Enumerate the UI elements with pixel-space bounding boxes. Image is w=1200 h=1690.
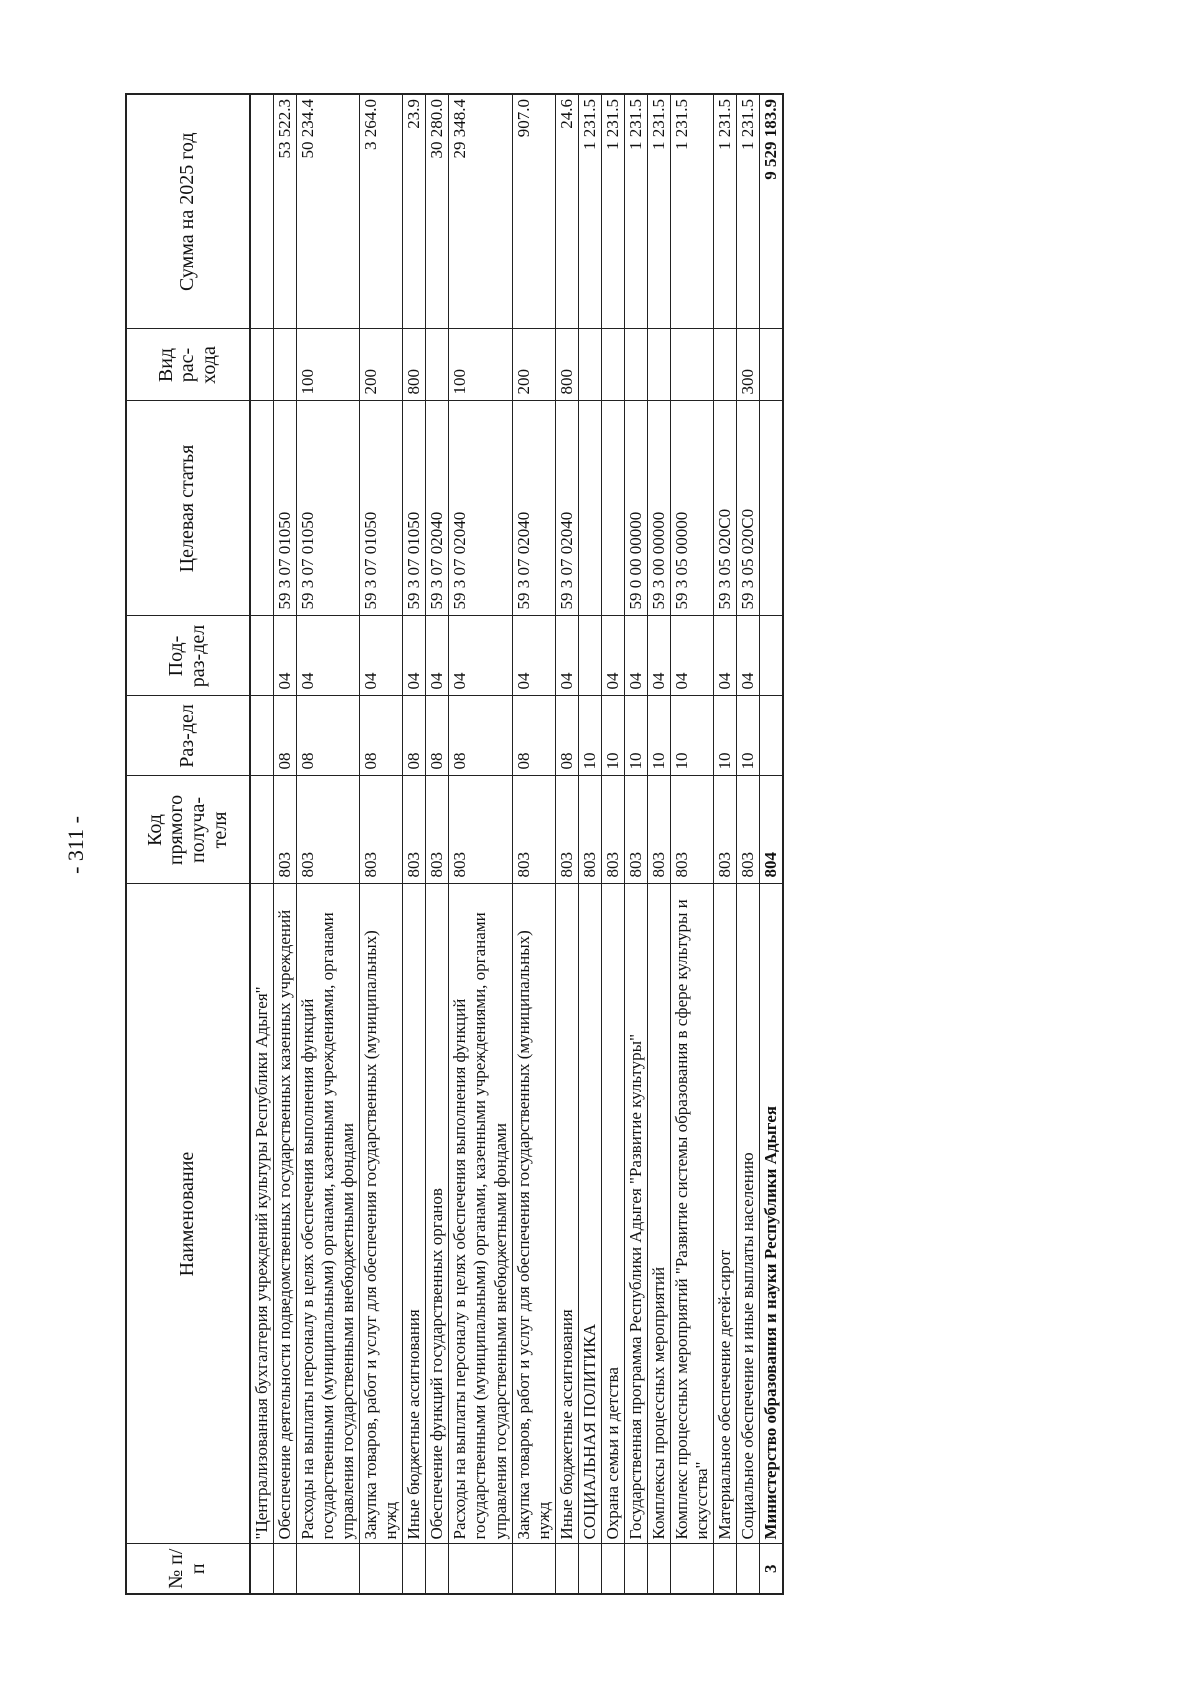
row-section: 08 bbox=[426, 696, 449, 776]
row-expense-type bbox=[624, 329, 647, 401]
header-name: Наименование bbox=[126, 884, 250, 1544]
row-section bbox=[760, 696, 784, 776]
header-num: № п/п bbox=[126, 1544, 250, 1594]
header-recipient-code: Код прямого получа-теля bbox=[126, 776, 250, 884]
row-sum: 1 231.5 bbox=[578, 94, 601, 329]
row-name: Государственная программа Республики Адыгея "Развитие культуры" bbox=[624, 884, 647, 1544]
row-target-article: 59 3 07 01050 bbox=[274, 401, 297, 616]
table-row bbox=[555, 94, 578, 1594]
row-section: 08 bbox=[297, 696, 360, 776]
table-row bbox=[274, 94, 297, 1594]
table-row bbox=[713, 94, 736, 1594]
row-num bbox=[360, 1544, 403, 1594]
table-row bbox=[449, 94, 512, 1594]
row-subsection: 04 bbox=[403, 616, 426, 696]
table-row bbox=[403, 94, 426, 1594]
row-sum: 1 231.5 bbox=[670, 94, 713, 329]
row-recipient-code: 803 bbox=[578, 776, 601, 884]
row-sum: 30 280.0 bbox=[426, 94, 449, 329]
row-expense-type bbox=[601, 329, 624, 401]
row-section: 10 bbox=[624, 696, 647, 776]
row-num bbox=[647, 1544, 670, 1594]
row-sum: 9 529 183.9 bbox=[760, 94, 784, 329]
row-expense-type: 300 bbox=[737, 329, 760, 401]
row-sum: 1 231.5 bbox=[713, 94, 736, 329]
header-sum-2025: Сумма на 2025 год bbox=[126, 94, 250, 329]
row-name: Обеспечение функций государственных органов bbox=[426, 884, 449, 1544]
row-section: 10 bbox=[647, 696, 670, 776]
row-recipient-code: 803 bbox=[360, 776, 403, 884]
table-row bbox=[670, 94, 713, 1594]
table-header-row bbox=[126, 94, 250, 1594]
table-row bbox=[737, 94, 760, 1594]
row-target-article: 59 3 05 020C0 bbox=[737, 401, 760, 616]
row-num bbox=[512, 1544, 555, 1594]
row-name: Обеспечение деятельности подведомственных государственных казенных учреждений bbox=[274, 884, 297, 1544]
row-target-article: 59 3 00 00000 bbox=[647, 401, 670, 616]
row-num bbox=[250, 1544, 274, 1594]
row-expense-type bbox=[578, 329, 601, 401]
row-target-article bbox=[760, 401, 784, 616]
row-num bbox=[274, 1544, 297, 1594]
table-body bbox=[250, 94, 783, 1594]
row-subsection: 04 bbox=[601, 616, 624, 696]
row-recipient-code: 803 bbox=[737, 776, 760, 884]
header-subsection: Под-раз-дел bbox=[126, 616, 250, 696]
row-subsection: 04 bbox=[670, 616, 713, 696]
row-recipient-code bbox=[250, 776, 274, 884]
row-num bbox=[737, 1544, 760, 1594]
row-expense-type bbox=[670, 329, 713, 401]
row-target-article: 59 3 05 00000 bbox=[670, 401, 713, 616]
table-row bbox=[647, 94, 670, 1594]
row-name: Социальное обеспечение и иные выплаты населению bbox=[737, 884, 760, 1544]
row-expense-type: 800 bbox=[403, 329, 426, 401]
row-sum bbox=[250, 94, 274, 329]
row-name: Расходы на выплаты персоналу в целях обеспечения выполнения функций государственными (муниципальными) органами, казенными учреждениями, органами управления государственными внебюджетными фондами bbox=[449, 884, 512, 1544]
header-section: Раз-дел bbox=[126, 696, 250, 776]
row-target-article: 59 3 07 02040 bbox=[426, 401, 449, 616]
row-target-article bbox=[250, 401, 274, 616]
row-sum: 1 231.5 bbox=[624, 94, 647, 329]
table-row bbox=[297, 94, 360, 1594]
row-subsection: 04 bbox=[360, 616, 403, 696]
budget-table-container bbox=[125, 95, 975, 1595]
row-name: Иные бюджетные ассигнования bbox=[555, 884, 578, 1544]
row-target-article: 59 3 07 01050 bbox=[403, 401, 426, 616]
row-target-article: 59 3 07 02040 bbox=[512, 401, 555, 616]
row-subsection: 04 bbox=[274, 616, 297, 696]
row-recipient-code: 803 bbox=[449, 776, 512, 884]
row-name: СОЦИАЛЬНАЯ ПОЛИТИКА bbox=[578, 884, 601, 1544]
page-number: - 311 - bbox=[63, 816, 88, 874]
row-section: 10 bbox=[737, 696, 760, 776]
row-sum: 1 231.5 bbox=[647, 94, 670, 329]
row-section: 08 bbox=[512, 696, 555, 776]
row-expense-type: 200 bbox=[512, 329, 555, 401]
row-subsection: 04 bbox=[297, 616, 360, 696]
row-sum: 23.9 bbox=[403, 94, 426, 329]
row-target-article: 59 3 07 02040 bbox=[555, 401, 578, 616]
row-target-article: 59 0 00 00000 bbox=[624, 401, 647, 616]
row-recipient-code: 803 bbox=[647, 776, 670, 884]
row-subsection: 04 bbox=[737, 616, 760, 696]
table-row bbox=[512, 94, 555, 1594]
row-num bbox=[624, 1544, 647, 1594]
row-section bbox=[250, 696, 274, 776]
row-section: 10 bbox=[670, 696, 713, 776]
row-num bbox=[403, 1544, 426, 1594]
header-target-article: Целевая статья bbox=[126, 401, 250, 616]
row-subsection: 04 bbox=[555, 616, 578, 696]
row-subsection: 04 bbox=[647, 616, 670, 696]
row-name: Материальное обеспечение детей-сирот bbox=[713, 884, 736, 1544]
row-section: 08 bbox=[360, 696, 403, 776]
row-section: 08 bbox=[555, 696, 578, 776]
row-recipient-code: 804 bbox=[760, 776, 784, 884]
table-row bbox=[601, 94, 624, 1594]
row-expense-type bbox=[274, 329, 297, 401]
row-name: Министерство образования и науки Республики Адыгея bbox=[760, 884, 784, 1544]
row-name: Иные бюджетные ассигнования bbox=[403, 884, 426, 1544]
row-num bbox=[670, 1544, 713, 1594]
row-sum: 50 234.4 bbox=[297, 94, 360, 329]
row-num bbox=[601, 1544, 624, 1594]
header-expense-type: Вид рас-хода bbox=[126, 329, 250, 401]
row-expense-type: 100 bbox=[449, 329, 512, 401]
row-recipient-code: 803 bbox=[555, 776, 578, 884]
row-sum: 1 231.5 bbox=[737, 94, 760, 329]
row-expense-type bbox=[250, 329, 274, 401]
table-row bbox=[760, 94, 784, 1594]
row-recipient-code: 803 bbox=[403, 776, 426, 884]
row-num bbox=[297, 1544, 360, 1594]
row-name: Комплекс процессных мероприятий "Развитие системы образования в сфере культуры и искусства" bbox=[670, 884, 713, 1544]
row-num bbox=[426, 1544, 449, 1594]
table-row bbox=[250, 94, 274, 1594]
row-recipient-code: 803 bbox=[670, 776, 713, 884]
row-name: "Централизованная бухгалтерия учреждений культуры Республики Адыгея" bbox=[250, 884, 274, 1544]
table-row bbox=[360, 94, 403, 1594]
row-sum: 907.0 bbox=[512, 94, 555, 329]
row-expense-type bbox=[760, 329, 784, 401]
row-sum: 29 348.4 bbox=[449, 94, 512, 329]
table-row bbox=[578, 94, 601, 1594]
row-subsection bbox=[760, 616, 784, 696]
table-row bbox=[624, 94, 647, 1594]
row-subsection bbox=[250, 616, 274, 696]
row-target-article bbox=[601, 401, 624, 616]
row-name: Комплексы процессных мероприятий bbox=[647, 884, 670, 1544]
row-target-article: 59 3 05 020C0 bbox=[713, 401, 736, 616]
row-recipient-code: 803 bbox=[426, 776, 449, 884]
row-num bbox=[578, 1544, 601, 1594]
row-subsection: 04 bbox=[624, 616, 647, 696]
row-name: Закупка товаров, работ и услуг для обеспечения государственных (муниципальных) нужд bbox=[512, 884, 555, 1544]
row-sum: 53 522.3 bbox=[274, 94, 297, 329]
row-expense-type bbox=[647, 329, 670, 401]
row-recipient-code: 803 bbox=[601, 776, 624, 884]
row-num bbox=[713, 1544, 736, 1594]
row-name: Расходы на выплаты персоналу в целях обеспечения выполнения функций государственными (муниципальными) органами, казенными учреждениями, органами управления государственными внебюджетными фондами bbox=[297, 884, 360, 1544]
row-section: 10 bbox=[601, 696, 624, 776]
row-recipient-code: 803 bbox=[624, 776, 647, 884]
row-expense-type: 100 bbox=[297, 329, 360, 401]
row-subsection: 04 bbox=[426, 616, 449, 696]
table-row bbox=[426, 94, 449, 1594]
row-target-article: 59 3 07 02040 bbox=[449, 401, 512, 616]
row-section: 08 bbox=[403, 696, 426, 776]
row-section: 08 bbox=[274, 696, 297, 776]
row-sum: 3 264.0 bbox=[360, 94, 403, 329]
row-name: Закупка товаров, работ и услуг для обеспечения государственных (муниципальных) нужд bbox=[360, 884, 403, 1544]
row-name: Охрана семьи и детства bbox=[601, 884, 624, 1544]
row-recipient-code: 803 bbox=[512, 776, 555, 884]
row-recipient-code: 803 bbox=[713, 776, 736, 884]
row-recipient-code: 803 bbox=[274, 776, 297, 884]
row-subsection: 04 bbox=[713, 616, 736, 696]
row-subsection: 04 bbox=[512, 616, 555, 696]
row-target-article bbox=[578, 401, 601, 616]
row-subsection: 04 bbox=[449, 616, 512, 696]
row-expense-type bbox=[426, 329, 449, 401]
row-sum: 24.6 bbox=[555, 94, 578, 329]
row-expense-type: 800 bbox=[555, 329, 578, 401]
row-expense-type bbox=[713, 329, 736, 401]
row-section: 10 bbox=[713, 696, 736, 776]
row-num: 3 bbox=[760, 1544, 784, 1594]
row-num bbox=[449, 1544, 512, 1594]
row-section: 08 bbox=[449, 696, 512, 776]
row-target-article: 59 3 07 01050 bbox=[360, 401, 403, 616]
budget-table bbox=[125, 93, 784, 1595]
row-section: 10 bbox=[578, 696, 601, 776]
row-subsection bbox=[578, 616, 601, 696]
row-sum: 1 231.5 bbox=[601, 94, 624, 329]
row-num bbox=[555, 1544, 578, 1594]
row-target-article: 59 3 07 01050 bbox=[297, 401, 360, 616]
row-expense-type: 200 bbox=[360, 329, 403, 401]
row-recipient-code: 803 bbox=[297, 776, 360, 884]
